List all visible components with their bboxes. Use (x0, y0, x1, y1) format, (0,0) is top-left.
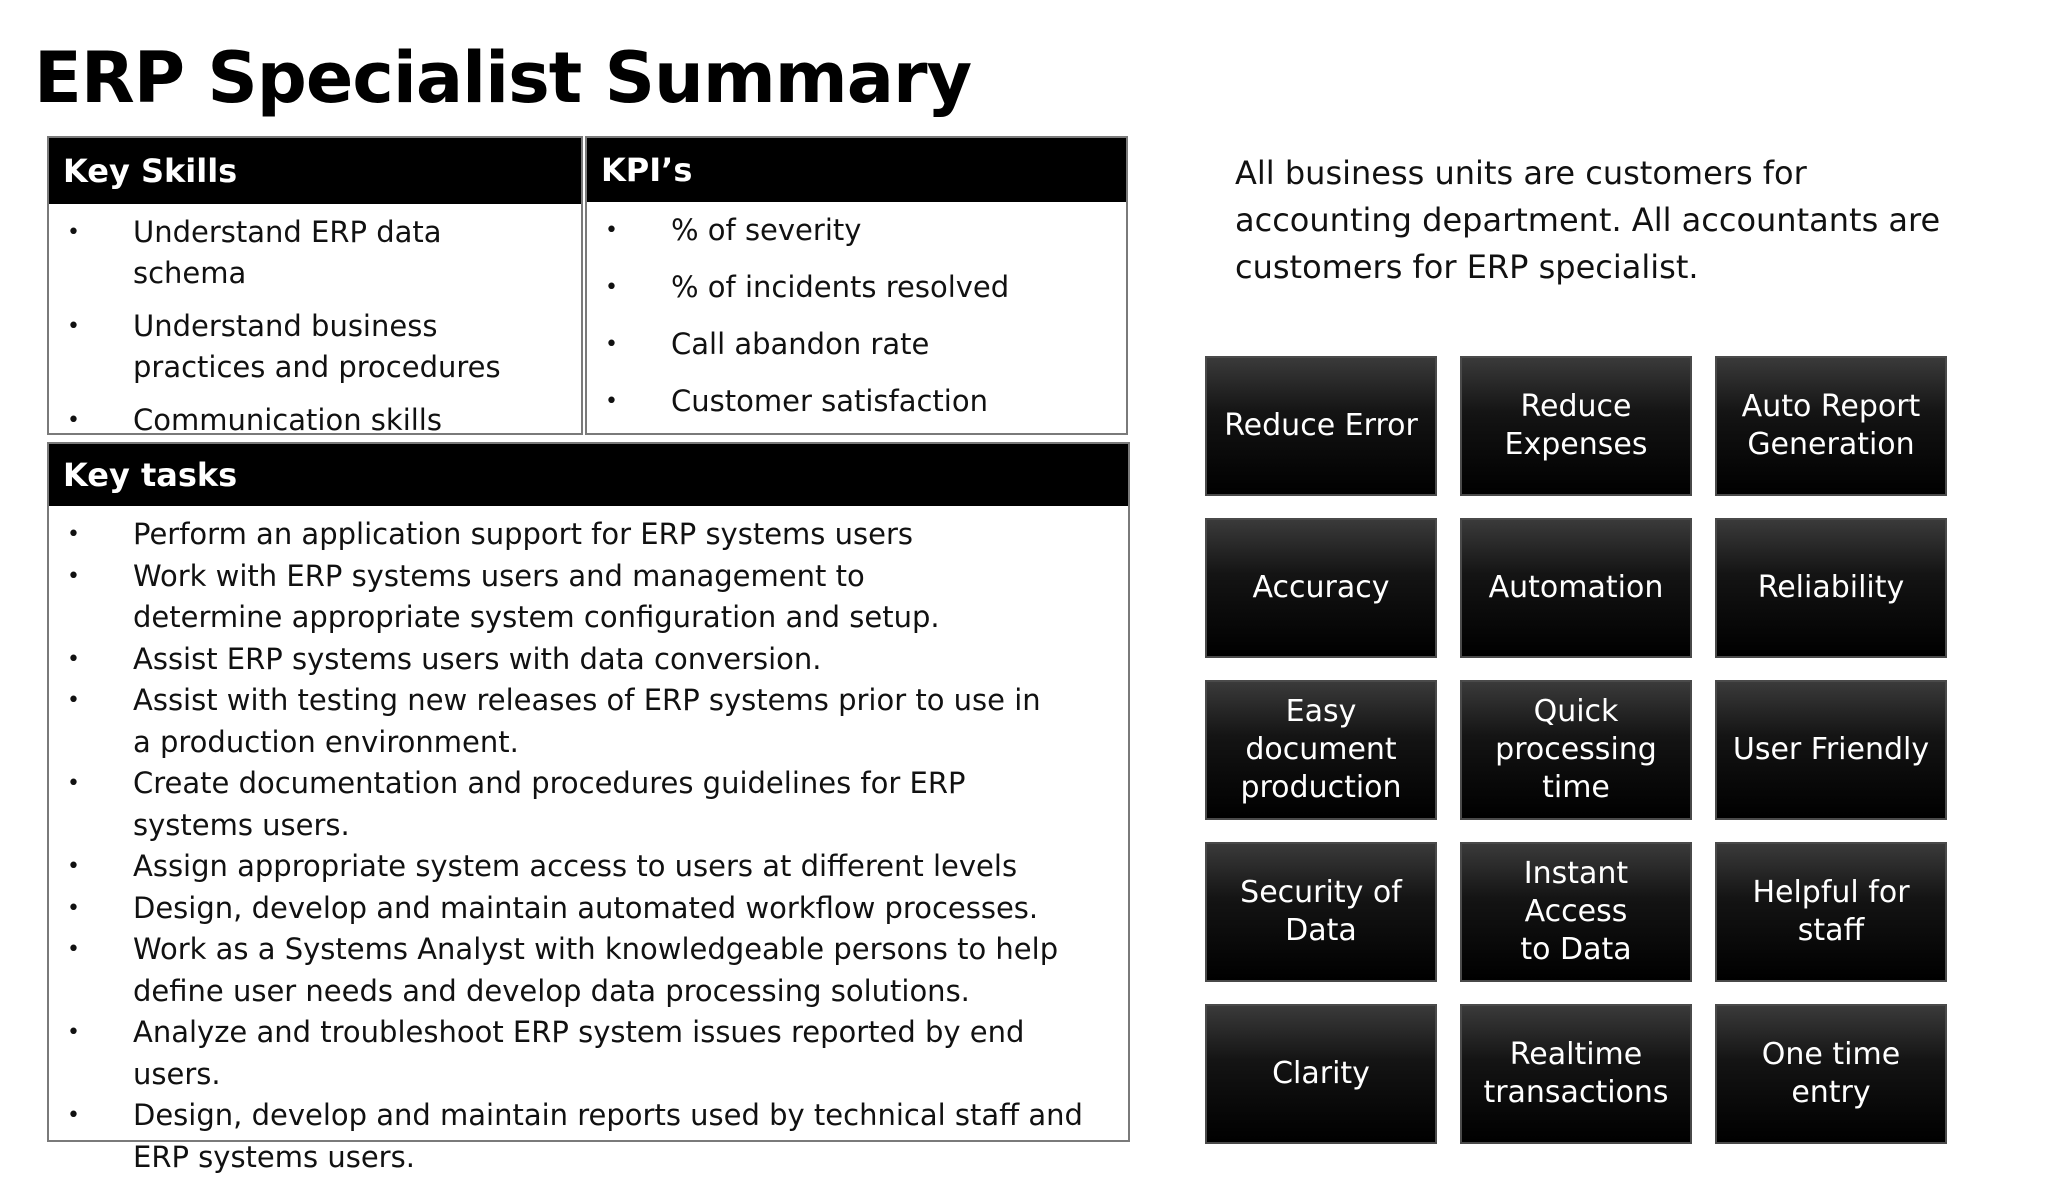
key-skills-list (49, 204, 581, 441)
list-item: • Assign appropriate system access to users at different levels (67, 846, 1114, 888)
list-item: • Create documentation and procedures guidelines for ERP systems users. (67, 763, 1114, 846)
kpis-list (587, 202, 1126, 422)
key-skills-panel (47, 136, 583, 435)
kpis-panel (585, 136, 1128, 435)
bullet-icon: • (605, 332, 618, 357)
list-item: • Understand business practices and procedures (67, 306, 567, 388)
bullet-icon: • (67, 563, 80, 589)
list-item: • Perform an application support for ERP systems users (67, 514, 1114, 556)
list-item: • Work with ERP systems users and management to determine appropriate system configuration and setup. (67, 556, 1114, 639)
key-tasks-panel (47, 442, 1130, 1174)
list-item: • Assist with testing new releases of ERP systems prior to use in a production environment. (67, 680, 1114, 763)
bullet-icon: • (67, 937, 80, 962)
benefit-tile: One time entry (1715, 1004, 1947, 1144)
benefit-tile: Security of Data (1205, 842, 1437, 982)
benefit-tile: Reliability (1715, 518, 1947, 658)
bullet-icon: • (67, 522, 80, 547)
list-item: • Understand ERP data schema (67, 212, 567, 294)
benefit-tile: Quick processing time (1460, 680, 1692, 820)
benefit-tile: User Friendly (1715, 680, 1947, 820)
benefit-tile: Clarity (1205, 1004, 1437, 1144)
list-item: • % of severity (605, 210, 1112, 251)
kpis-header: KPI’s (587, 138, 1126, 202)
list-item: • Analyze and troubleshoot ERP system issues reported by end users. (67, 1012, 1114, 1095)
bullet-icon: • (605, 275, 618, 300)
list-item: • Communication skills (67, 400, 567, 441)
bullet-icon: • (67, 771, 80, 796)
bullet-icon: • (67, 220, 80, 245)
list-item: • Call abandon rate (605, 324, 1112, 365)
benefit-tile: Instant Access to Data (1460, 842, 1692, 982)
list-item: • Work as a Systems Analyst with knowledgeable persons to help define user needs and develop data processing solutions. (67, 929, 1114, 1012)
bullet-icon: • (67, 408, 80, 433)
bullet-icon: • (67, 1103, 80, 1128)
benefit-tile: Easy document production (1205, 680, 1437, 820)
benefit-tile: Reduce Expenses (1460, 356, 1692, 496)
page-title: ERP Specialist Summary (34, 37, 972, 119)
key-skills-header: Key Skills (49, 138, 581, 204)
benefit-tile: Reduce Error (1205, 356, 1437, 496)
bullet-icon: • (67, 895, 80, 921)
benefit-tile: Automation (1460, 518, 1692, 658)
intro-text: All business units are customers for accounting department. All accountants are customers for ERP specialist. (1235, 154, 1941, 286)
list-item: • Customer satisfaction (605, 381, 1112, 422)
benefit-tile: Realtime transactions (1460, 1004, 1692, 1144)
benefit-tile: Accuracy (1205, 518, 1437, 658)
list-item: • Design, develop and maintain reports used by technical staff and ERP systems users. (67, 1095, 1114, 1178)
list-item: • % of incidents resolved (605, 267, 1112, 308)
benefits-grid (1205, 356, 1947, 1144)
benefit-tile: Helpful for staff (1715, 842, 1947, 982)
bullet-icon: • (67, 854, 80, 879)
key-tasks-header: Key tasks (49, 444, 1128, 506)
bullet-icon: • (67, 1020, 80, 1045)
bullet-icon: • (67, 646, 80, 672)
list-item: • Assist ERP systems users with data conversion. (67, 639, 1114, 681)
bullet-icon: • (605, 389, 618, 414)
benefit-tile: Auto Report Generation (1715, 356, 1947, 496)
key-tasks-list (49, 506, 1128, 1178)
bullet-icon: • (67, 688, 80, 713)
bullet-icon: • (67, 314, 80, 339)
bullet-icon: • (605, 218, 618, 243)
list-item: • Design, develop and maintain automated workflow processes. (67, 888, 1114, 930)
